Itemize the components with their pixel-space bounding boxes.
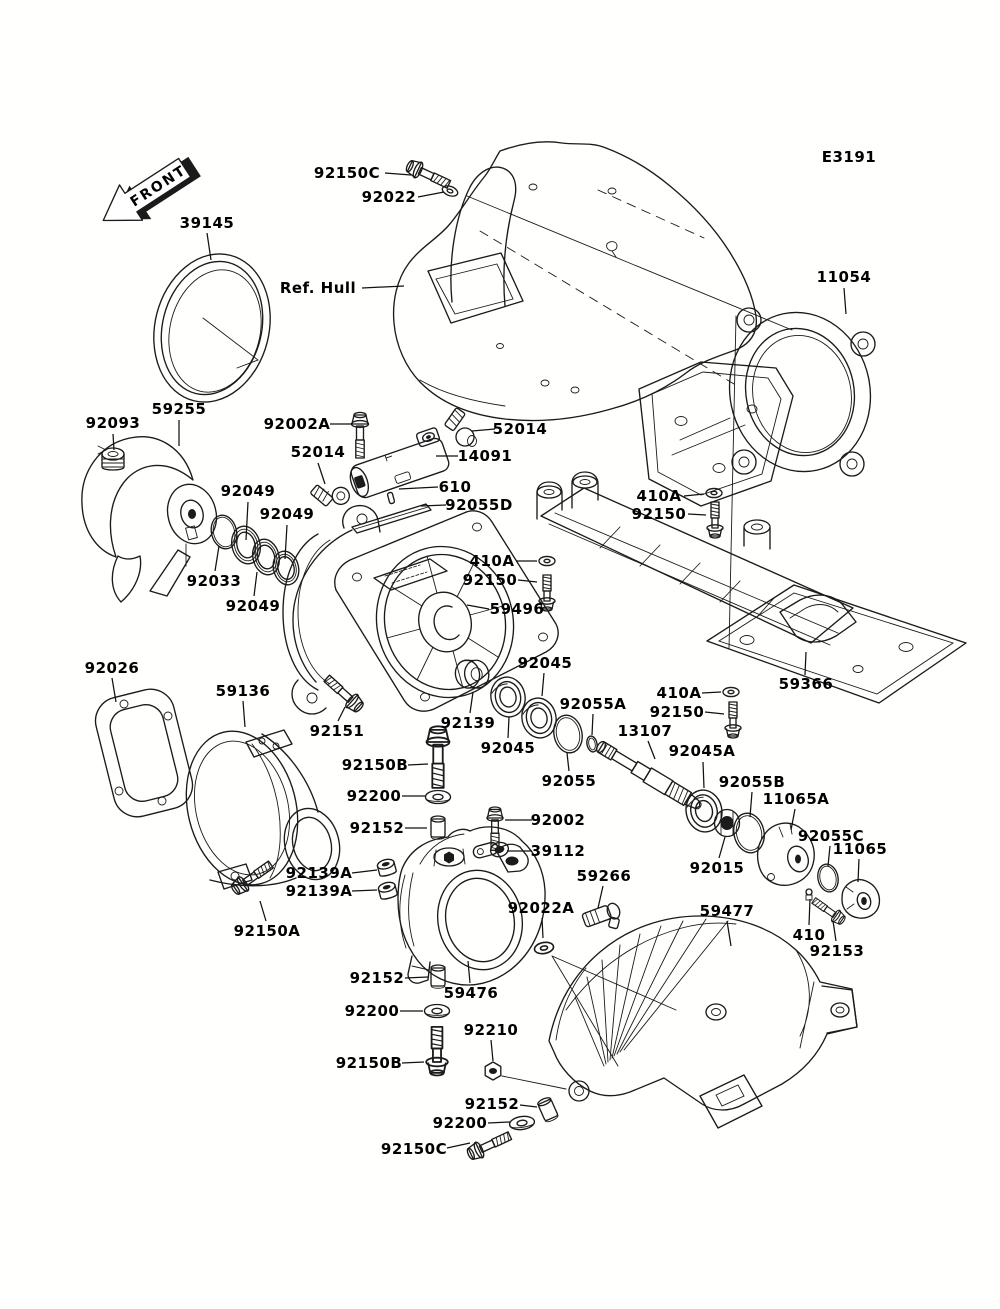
part-label-92139a-a: 92139A bbox=[285, 864, 353, 882]
leader-59136 bbox=[243, 701, 245, 727]
part-label-ref-hull: Ref. Hull bbox=[279, 279, 357, 297]
cap-11065 bbox=[842, 880, 879, 919]
part-label-92150-b: 92150 bbox=[462, 571, 518, 589]
part-label-92139a-b: 92139A bbox=[285, 882, 353, 900]
gasket-92026 bbox=[90, 684, 197, 822]
engine-bed-rail bbox=[537, 472, 853, 645]
leader-92033 bbox=[215, 546, 219, 571]
leader-92055 bbox=[567, 753, 569, 771]
leader-92200-c bbox=[488, 1122, 510, 1123]
part-label-11065: 11065 bbox=[832, 840, 888, 858]
leader-52014-r bbox=[472, 429, 495, 431]
leader-59477 bbox=[727, 921, 731, 946]
leader-92150-b bbox=[518, 580, 537, 582]
part-label-92150b-a: 92150B bbox=[341, 756, 409, 774]
leader-610 bbox=[399, 487, 438, 489]
part-label-92002: 92002 bbox=[530, 811, 586, 829]
leader-92150b-a bbox=[408, 764, 428, 765]
leader-92139a-a bbox=[352, 870, 377, 873]
part-label-92055c: 92055C bbox=[797, 827, 865, 845]
part-label-92055d: 92055D bbox=[445, 496, 513, 514]
part-label-92049-c: 92049 bbox=[225, 597, 281, 615]
part-label-92022a: 92022A bbox=[507, 899, 575, 917]
leader-92150c-top bbox=[385, 173, 411, 175]
part-label-92210: 92210 bbox=[463, 1021, 519, 1039]
part-label-59477: 59477 bbox=[699, 902, 755, 920]
part-label-410a-a: 410A bbox=[636, 487, 682, 505]
spacer-92152-lower bbox=[537, 1096, 559, 1123]
leader-59476 bbox=[468, 961, 470, 983]
part-label-59136: 59136 bbox=[215, 682, 271, 700]
leader-59366 bbox=[805, 652, 806, 675]
leader-92055a bbox=[592, 714, 593, 735]
trim-ring-39145 bbox=[139, 241, 286, 414]
part-label-92153: 92153 bbox=[809, 942, 865, 960]
hull-outline bbox=[394, 142, 757, 421]
nut-92210 bbox=[485, 1062, 501, 1080]
leader-92015 bbox=[719, 837, 725, 858]
leader-92139 bbox=[470, 692, 473, 713]
leader-410 bbox=[809, 899, 810, 925]
spacer-92152-upper bbox=[431, 816, 445, 839]
pin-610 bbox=[387, 492, 395, 504]
part-label-59266: 59266 bbox=[576, 867, 632, 885]
leader-92139a-b bbox=[352, 890, 377, 891]
washer-92022 bbox=[441, 184, 459, 198]
part-label-59255: 59255 bbox=[151, 400, 207, 418]
part-label-92150c-b: 92150C bbox=[380, 1140, 448, 1158]
part-label-92055: 92055 bbox=[541, 772, 597, 790]
mount-plate-59366 bbox=[707, 585, 966, 703]
leader-92022a bbox=[542, 918, 543, 938]
washer-410a-bottom bbox=[723, 687, 739, 696]
bolt-92002a bbox=[352, 412, 369, 458]
bolt-92150c-lower bbox=[465, 1128, 514, 1163]
leader-92055d bbox=[421, 505, 446, 506]
pin-410 bbox=[806, 889, 812, 900]
leader-410a-c bbox=[702, 692, 721, 693]
part-label-11065a: 11065A bbox=[762, 790, 830, 808]
part-label-92152-b: 92152 bbox=[349, 969, 405, 987]
plug-92139a-2 bbox=[377, 881, 397, 901]
part-label-52014-l: 52014 bbox=[290, 443, 346, 461]
bolt-92150a bbox=[229, 858, 276, 898]
leader-92049-a bbox=[246, 502, 248, 540]
part-label-92022: 92022 bbox=[361, 188, 417, 206]
bolt-92150c-top bbox=[404, 157, 453, 192]
leader-92049-c bbox=[254, 572, 257, 596]
part-label-92200-c: 92200 bbox=[432, 1114, 488, 1132]
part-label-92045-1: 92045 bbox=[517, 654, 573, 672]
part-label-92049-a: 92049 bbox=[220, 482, 276, 500]
elbow-52014-left bbox=[308, 481, 351, 511]
leader-92150-a bbox=[688, 514, 706, 515]
leader-92210 bbox=[491, 1040, 493, 1061]
leader-92152-c bbox=[520, 1105, 537, 1107]
part-label-14091: 14091 bbox=[457, 447, 513, 465]
bolt-92150-bottom bbox=[725, 702, 741, 738]
part-label-92150c-top: 92150C bbox=[313, 164, 381, 182]
labels-layer bbox=[85, 148, 888, 1158]
part-label-11054: 11054 bbox=[816, 268, 872, 286]
leader-92150c-b bbox=[447, 1143, 470, 1148]
washer-92200-upper bbox=[426, 791, 451, 804]
part-label-92015: 92015 bbox=[689, 859, 745, 877]
plug-92139a-1 bbox=[376, 858, 396, 878]
part-label-92055a: 92055A bbox=[559, 695, 627, 713]
leader-92150a bbox=[260, 901, 266, 921]
leader-92151 bbox=[338, 707, 345, 721]
part-label-92093: 92093 bbox=[85, 414, 141, 432]
washer-410a-left bbox=[539, 556, 555, 565]
washer-92200-mid bbox=[425, 1005, 450, 1018]
leader-11065 bbox=[858, 859, 859, 882]
bolt-92150b-upper bbox=[427, 726, 450, 788]
bolt-92150-top bbox=[707, 502, 723, 538]
link-39112 bbox=[472, 839, 510, 864]
part-label-410: 410 bbox=[792, 926, 826, 944]
leader-92045a bbox=[703, 762, 704, 788]
bearing-92045a bbox=[682, 787, 726, 836]
fitting-59266 bbox=[582, 902, 626, 939]
leader-92045-2 bbox=[508, 717, 509, 738]
bolt-92150b-lower bbox=[426, 1027, 448, 1076]
front-arrow-label: FRONT bbox=[127, 162, 190, 211]
strip-92055d bbox=[352, 504, 431, 533]
assembly-line-92210 bbox=[502, 1076, 566, 1089]
part-label-39112: 39112 bbox=[530, 842, 586, 860]
part-label-92045a: 92045A bbox=[668, 742, 736, 760]
washer-410a-top bbox=[706, 488, 722, 497]
part-label-92150-c: 92150 bbox=[649, 703, 705, 721]
nut-92015 bbox=[715, 810, 740, 837]
part-label-92152-a: 92152 bbox=[349, 819, 405, 837]
cylinder-14091 bbox=[343, 427, 451, 501]
part-label-610: 610 bbox=[438, 478, 472, 496]
cap-92093 bbox=[98, 446, 124, 470]
transom-ring-11054 bbox=[636, 299, 885, 506]
leader-92055c bbox=[828, 846, 830, 866]
leader-52014-l bbox=[318, 463, 325, 484]
part-label-92026: 92026 bbox=[84, 659, 140, 677]
part-label-92200-b: 92200 bbox=[344, 1002, 400, 1020]
part-label-13107: 13107 bbox=[617, 722, 673, 740]
leader-92022 bbox=[418, 192, 444, 197]
part-label-92045-2: 92045 bbox=[480, 739, 536, 757]
part-label-92151: 92151 bbox=[309, 722, 365, 740]
part-label-59476: 59476 bbox=[443, 984, 499, 1002]
leader-59266 bbox=[598, 886, 603, 908]
part-label-59366: 59366 bbox=[778, 675, 834, 693]
part-label-59496: 59496 bbox=[489, 600, 545, 618]
elbow-52014-right bbox=[444, 408, 476, 447]
part-label-92002a: 92002A bbox=[263, 415, 331, 433]
leader-92150-c bbox=[705, 712, 724, 714]
part-label-92049-b: 92049 bbox=[259, 505, 315, 523]
leader-59496 bbox=[467, 605, 489, 609]
oring-92055c bbox=[815, 862, 840, 894]
part-label-52014-r: 52014 bbox=[492, 420, 548, 438]
part-label-92033: 92033 bbox=[186, 572, 242, 590]
part-label-92150-a: 92150 bbox=[631, 505, 687, 523]
bushing-92139 bbox=[453, 656, 492, 692]
part-label-92152-c: 92152 bbox=[464, 1095, 520, 1113]
part-label-410a-b: 410A bbox=[469, 552, 515, 570]
part-label-92150a: 92150A bbox=[233, 922, 301, 940]
part-label-92200-a: 92200 bbox=[346, 787, 402, 805]
leader-11065a bbox=[791, 809, 795, 830]
washer-92200-lower bbox=[509, 1115, 536, 1131]
leader-13107 bbox=[648, 741, 655, 759]
washer-92022a bbox=[534, 941, 555, 955]
part-label-92139: 92139 bbox=[440, 714, 496, 732]
part-label-39145: 39145 bbox=[179, 214, 235, 232]
part-label-92055b: 92055B bbox=[718, 773, 786, 791]
leader-11054 bbox=[844, 288, 846, 314]
part-label-410a-c: 410A bbox=[656, 684, 702, 702]
part-label-fig-code: E3191 bbox=[821, 148, 877, 166]
leader-92153 bbox=[833, 921, 836, 941]
leader-92045-1 bbox=[542, 673, 544, 696]
leader-92150b-b bbox=[402, 1062, 424, 1063]
part-label-92150b-b: 92150B bbox=[335, 1054, 403, 1072]
